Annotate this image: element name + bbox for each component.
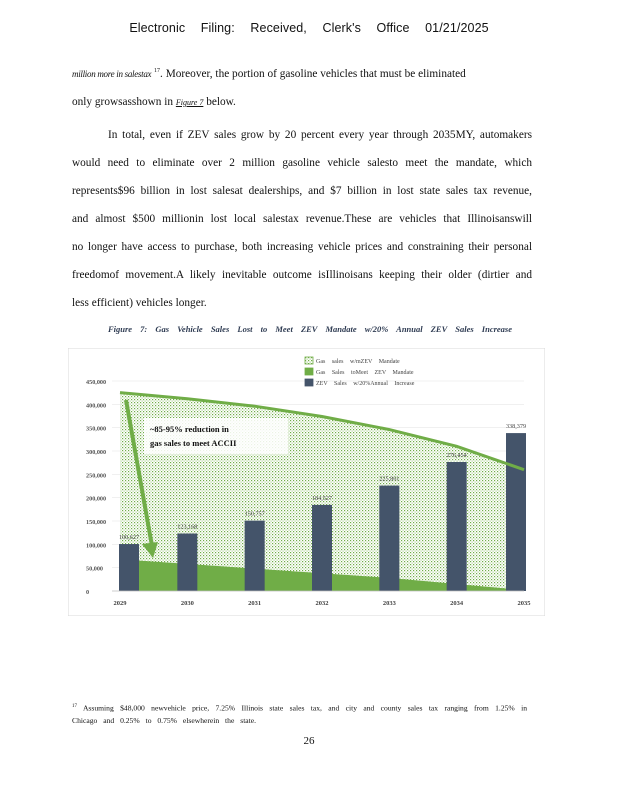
paragraph-2 [72, 121, 532, 317]
footnote-number: 17 [72, 704, 77, 709]
paragraph-1-rest: . Moreover, the portion of gasoline vehicles that must be eliminated [160, 68, 466, 80]
chart-legend [305, 357, 415, 387]
y-tick-label: 250,000 [86, 472, 107, 480]
legend-label: Gas Sales toMeet ZEV Mandate [316, 370, 414, 376]
figure-caption: Figure 7: Gas Vehicle Sales Lost to Meet ZEV Mandate w/20% Annual ZEV Sales Increase [107, 324, 513, 334]
paragraph-2-line: In total, even if ZEV sales grow by 20 percent every year through 2035MY, automakers [108, 129, 532, 141]
bar-data-label: 123,168 [177, 523, 198, 531]
zev-sales-bar [312, 505, 332, 591]
paragraph-1-line-2-start: only growsasshown in [72, 96, 174, 108]
y-tick-label: 0 [86, 589, 90, 596]
paragraph-1-line-2-end: below. [206, 96, 236, 108]
annotation-line-2: gas sales to meet ACCII [150, 438, 237, 448]
lead-italic-text: million more in salestax [72, 69, 152, 79]
paragraph-2-line: freedomof movement.A likely inevitable outcome isIllinoisans keeping their older (dirtier and [72, 269, 532, 281]
x-tick-label: 2029 [113, 600, 127, 607]
legend-swatch [305, 379, 313, 386]
footnote-text: Assuming $48,000 newvehicle price, 7.25% Illinois state sales tax, and city and county sales tax ranging from 1.25% in Chicago and 0.25% to 0.75% elsewherein the state. [72, 703, 528, 725]
annotation-line-1: ~85-95% reduction in [150, 424, 229, 434]
paragraph-2-line: no longer have access to purchase, both increasing vehicle prices and constraining their personal [72, 241, 532, 253]
paragraph-1-line-1 [72, 68, 532, 80]
zev-sales-bar [506, 433, 526, 591]
paragraph-2-line: would need to eliminate over 2 million gasoline vehicle salesto meet the mandate, which [72, 157, 532, 169]
legend-label: ZEV Sales w/20%Annual Increase [316, 381, 415, 387]
x-tick-label: 2035 [517, 600, 531, 607]
bar-data-label: 184,527 [311, 494, 333, 502]
x-tick-label: 2033 [382, 600, 396, 607]
paragraph-2-line: less efficient) vehicles longer. [72, 297, 207, 309]
y-tick-label: 200,000 [86, 495, 107, 503]
paragraph-1-line-2 [72, 96, 532, 108]
zev-sales-bar [119, 544, 139, 591]
zev-sales-bar [447, 462, 467, 591]
y-tick-label: 300,000 [86, 449, 107, 456]
bar-data-label: 338,379 [505, 423, 527, 431]
footnote [72, 701, 527, 727]
y-tick-label: 50,000 [86, 565, 104, 573]
y-tick-label: 400,000 [86, 402, 107, 410]
zev-sales-bar [379, 486, 399, 591]
bar-data-label: 150,757 [244, 510, 265, 518]
y-tick-label: 350,000 [86, 425, 107, 433]
figure-7-link[interactable]: Figure 7 [175, 98, 204, 107]
bar-data-label: 225,861 [379, 475, 400, 483]
x-tick-label: 2034 [450, 600, 464, 607]
y-tick-label: 100,000 [86, 542, 107, 550]
y-tick-label: 150,000 [86, 519, 107, 526]
legend-label: Gas sales w/mZEV Mandate [316, 359, 400, 365]
legend-swatch [305, 368, 313, 375]
bar-data-label: 276,454 [446, 451, 467, 459]
bar-data-label: 100,627 [118, 534, 140, 542]
gas-vehicle-sales-chart [68, 348, 545, 616]
zev-sales-bar [245, 521, 265, 591]
page-number: 26 [303, 735, 315, 747]
y-tick-label: 450,000 [86, 379, 107, 386]
zev-sales-bar [177, 534, 197, 591]
x-tick-label: 2030 [180, 600, 194, 607]
footnote-ref[interactable]: 17 [154, 68, 161, 75]
legend-swatch [305, 357, 313, 364]
filing-header: Electronic Filing: Received, Clerk's Office 01/21/2025 [129, 21, 489, 35]
chart-svg [68, 348, 545, 616]
paragraph-2-line: represents$96 billion in lost salesat dealerships, and $7 billion in lost state sales tax revenue, [72, 185, 532, 197]
x-tick-label: 2031 [248, 600, 262, 607]
paragraph-2-line: and almost $500 millionin lost local salestax revenue.These are vehicles that Illinoisanswill [72, 213, 532, 225]
x-tick-label: 2032 [315, 600, 329, 607]
